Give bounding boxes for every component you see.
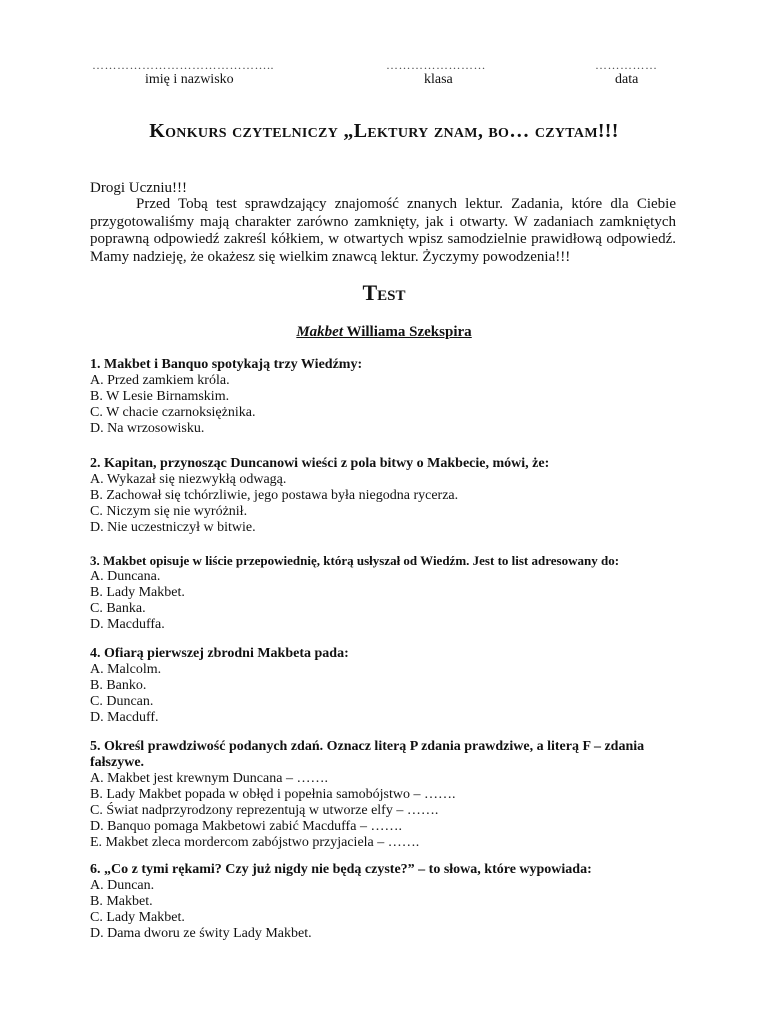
answer-option: D. Macduff. [90, 710, 159, 725]
book-title: Makbet [296, 324, 344, 340]
question-text: 4. Ofiarą pierwszej zbrodni Makbeta pada: [90, 646, 349, 661]
name-dots: …………………………………….. [92, 58, 274, 72]
date-dots: …………… [595, 58, 658, 72]
name-label: imię i nazwisko [145, 72, 234, 87]
date-label: data [615, 72, 639, 87]
answer-option: A. Duncana. [90, 569, 161, 584]
question-6 [90, 862, 690, 942]
answer-option: C. Banka. [90, 601, 146, 616]
answer-option: C. Niczym się nie wyróżnił. [90, 504, 248, 519]
page-title: Konkurs czytelniczy „Lektury znam, bo… czytam!!! [149, 120, 619, 142]
test-heading: Test [362, 280, 406, 305]
question-text: 1. Makbet i Banquo spotykają trzy Wiedźmy: [90, 357, 363, 372]
answer-option: C. Duncan. [90, 694, 154, 709]
answer-option: E. Makbet zleca mordercom zabójstwo przyjaciela – ……. [90, 835, 420, 850]
answer-option: A. Wykazał się niezwykłą odwagą. [90, 472, 287, 487]
intro-paragraph [90, 196, 676, 267]
question-1 [90, 357, 690, 437]
answer-option: D. Banquo pomaga Makbetowi zabić Macduffa – ……. [90, 819, 402, 834]
answer-option: C. W chacie czarnoksiężnika. [90, 405, 256, 420]
class-label: klasa [424, 72, 453, 87]
intro-text: Przed Tobą test sprawdzający znajomość znanych lektur. Zadania, które dla Ciebie przygotowaliśmy mają charakter zarówno zamknięty, jak i otwarty. W zadaniach zamkniętych poprawną odpowiedź zakreśl kółkiem, w otwartych wpisz samodzielnie prawidłową odpowiedź. Mamy nadzieję, że okażesz się wielkim znawcą lektur. Życzymy powodzenia!!! [90, 196, 676, 266]
answer-option: C. Świat nadprzyrodzony reprezentują w utworze elfy – ……. [90, 803, 439, 818]
question-5 [90, 739, 690, 851]
answer-option: B. Zachował się tchórzliwie, jego postawa była niegodna rycerza. [90, 488, 459, 503]
answer-option: D. Nie uczestniczył w bitwie. [90, 520, 256, 535]
question-text: 5. Określ prawdziwość podanych zdań. Oznacz literą P zdania prawdziwe, a literą F – zdania fałszywe. [90, 739, 645, 770]
book-subtitle [0, 324, 768, 341]
answer-option: B. W Lesie Birnamskim. [90, 389, 230, 404]
answer-option: A. Malcolm. [90, 662, 162, 677]
answer-option: B. Lady Makbet popada w obłęd i popełnia samobójstwo – ……. [90, 787, 456, 802]
answer-option: A. Makbet jest krewnym Duncana – ……. [90, 771, 328, 786]
question-2 [90, 456, 690, 536]
question-3 [90, 553, 690, 633]
answer-option: D. Dama dworu ze świty Lady Makbet. [90, 926, 312, 941]
answer-option: B. Makbet. [90, 894, 153, 909]
answer-option: A. Duncan. [90, 878, 155, 893]
question-text: 2. Kapitan, przynosząc Duncanowi wieści z pola bitwy o Makbecie, mówi, że: [90, 456, 550, 471]
answer-option: D. Macduffa. [90, 617, 165, 632]
answer-option: C. Lady Makbet. [90, 910, 185, 925]
question-4 [90, 646, 690, 726]
answer-option: B. Lady Makbet. [90, 585, 185, 600]
greeting: Drogi Uczniu!!! [90, 180, 188, 196]
answer-option: D. Na wrzosowisku. [90, 421, 205, 436]
question-text: 3. Makbet opisuje w liście przepowiednię, którą usłyszał od Wiedźm. Jest to list adresowany do: [90, 553, 620, 568]
question-text: 6. „Co z tymi rękami? Czy już nigdy nie będą czyste?” – to słowa, które wypowiada: [90, 862, 592, 877]
class-dots: …………………… [386, 58, 486, 72]
answer-option: A. Przed zamkiem króla. [90, 373, 230, 388]
answer-option: B. Banko. [90, 678, 147, 693]
book-author: Williama Szekspira [343, 324, 472, 340]
